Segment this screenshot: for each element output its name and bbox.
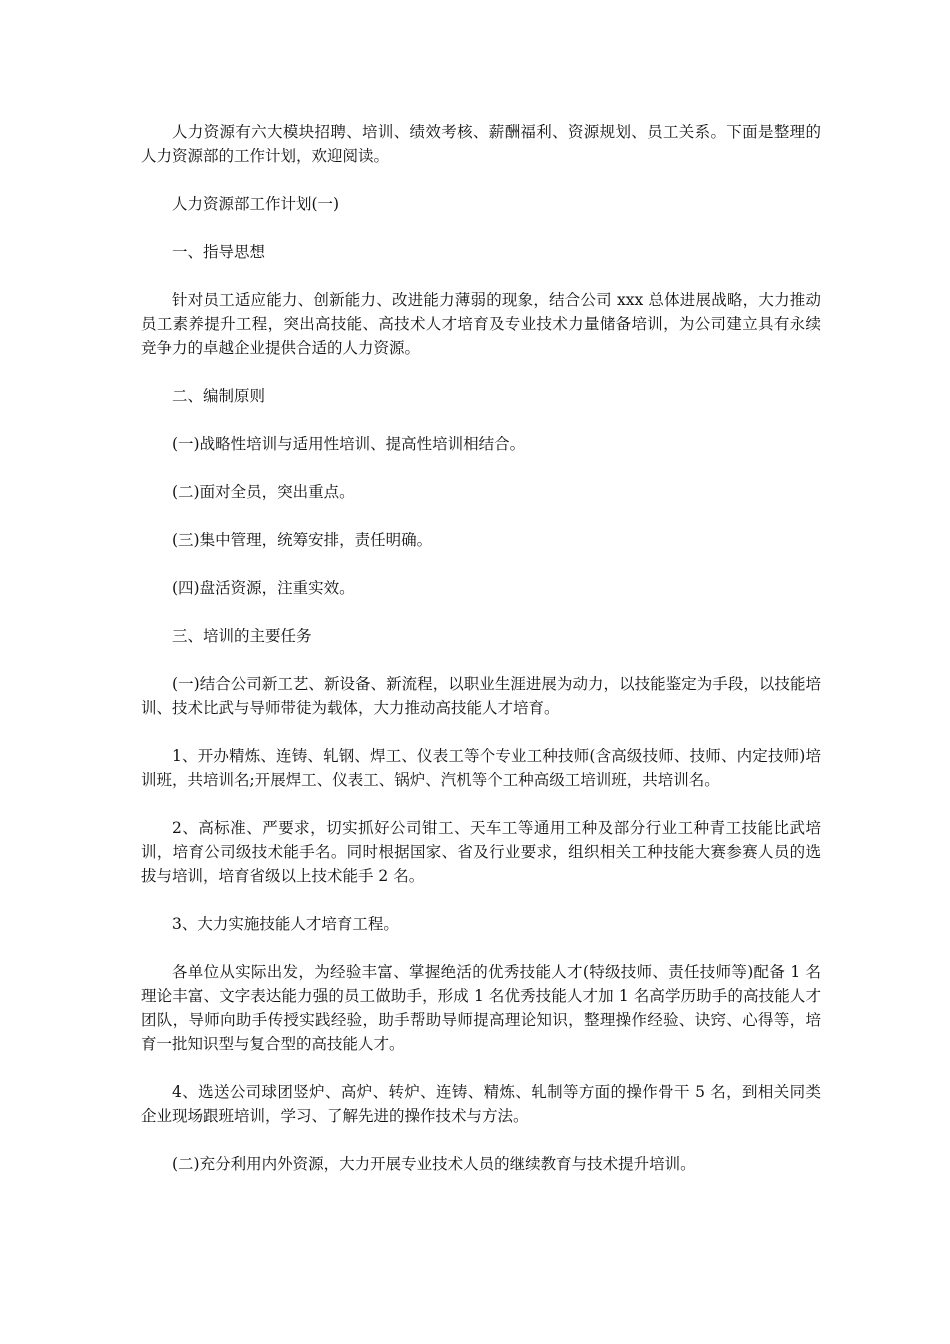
guiding-ideology-paragraph: 针对员工适应能力、创新能力、改进能力薄弱的现象，结合公司 xxx 总体进展战略，大力推动员工素养提升工程，突出高技能、高技术人才培育及专业技术力量储备培训，为公司建立具有永续竞争力的卓越企业提供合适的人力资源。 <box>141 291 821 357</box>
task-item-1: 1、开办精炼、连铸、轧钢、焊工、仪表工等个专业工种技师(含高级技师、技师、内定技师)培训班，共培训名;开展焊工、仪表工、锅炉、汽机等个工种高级工培训班，共培训名。 <box>141 747 821 789</box>
principle-item-1: (一)战略性培训与适用性培训、提高性培训相结合。 <box>172 435 526 453</box>
principle-item-2: (二)面对全员，突出重点。 <box>172 483 355 501</box>
document-body <box>141 120 821 1200</box>
task-item-3: 3、大力实施技能人才培育工程。 <box>172 915 399 933</box>
task-item-4: 4、选送公司球团竖炉、高炉、转炉、连铸、精炼、轧制等方面的操作骨干 5 名，到相关同类企业现场跟班培训，学习、了解先进的操作技术与方法。 <box>141 1083 821 1125</box>
section-heading-guiding-ideology: 一、指导思想 <box>172 243 266 261</box>
section-heading-main-tasks: 三、培训的主要任务 <box>172 627 312 645</box>
task-item-3-detail: 各单位从实际出发，为经验丰富、掌握绝活的优秀技能人才(特级技师、责任技师等)配备 1 名理论丰富、文字表达能力强的员工做助手，形成 1 名优秀技能人才加 1 名高学历助手的高技能人才团队，导师向助手传授实践经验，助手帮助导师提高理论知识，整理操作经验、诀窍、心得等，培育一批知识型与复合型的高技能人才。 <box>141 963 821 1053</box>
intro-paragraph: 人力资源有六大模块招聘、培训、绩效考核、薪酬福利、资源规划、员工关系。下面是整理的人力资源部的工作计划，欢迎阅读。 <box>141 123 821 165</box>
document-title: 人力资源部工作计划(一) <box>172 195 340 213</box>
principle-item-3: (三)集中管理，统筹安排，责任明确。 <box>172 531 433 549</box>
task-item-2: 2、高标准、严要求，切实抓好公司钳工、天车工等通用工种及部分行业工种青工技能比武培训，培育公司级技术能手名。同时根据国家、省及行业要求，组织相关工种技能大赛参赛人员的选拔与培训，培育省级以上技术能手 2 名。 <box>141 819 821 885</box>
principle-item-4: (四)盘活资源，注重实效。 <box>172 579 355 597</box>
task-subsection-2: (二)充分利用内外资源，大力开展专业技术人员的继续教育与技术提升培训。 <box>172 1155 696 1173</box>
section-heading-principles: 二、编制原则 <box>172 387 266 405</box>
task-subsection-1: (一)结合公司新工艺、新设备、新流程，以职业生涯进展为动力，以技能鉴定为手段，以技能培训、技术比武与导师带徒为载体，大力推动高技能人才培育。 <box>141 675 821 717</box>
